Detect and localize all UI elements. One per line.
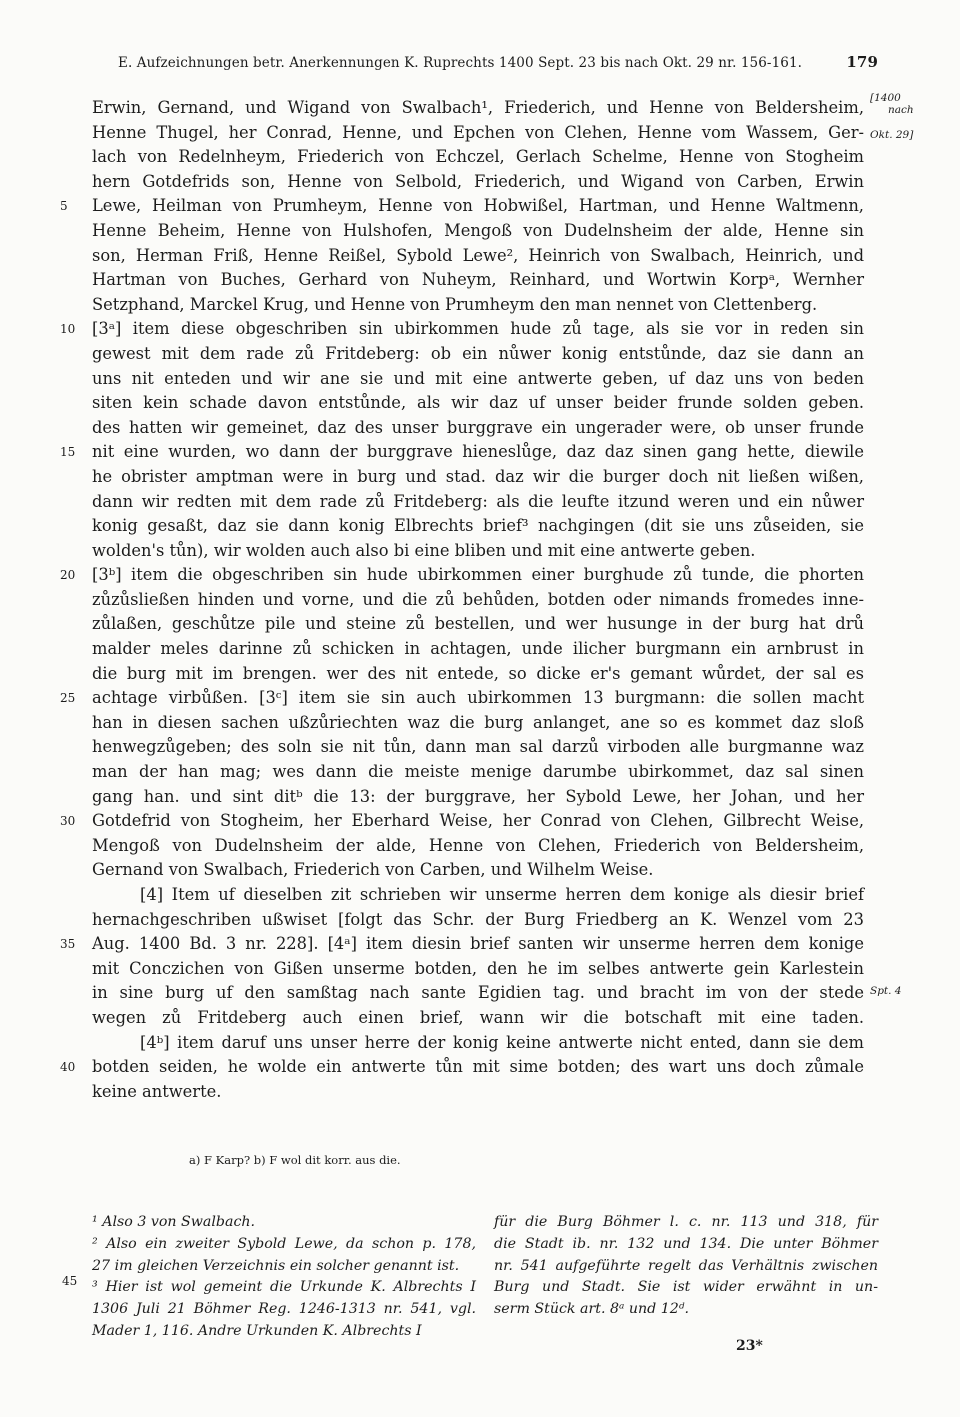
line-text: [4] Item uf dieselben zit schrieben wir unserme herren dem konige als diesir brief	[140, 885, 864, 904]
text-line	[60, 1055, 864, 1080]
line-text: hern Gotdefrids son, Henne von Selbold, Friederich, und Wigand von Carben, Erwin	[92, 171, 864, 191]
text-line	[92, 883, 864, 908]
line-text: die burg mit im brengen. wer des nit entede, so dicke er's gemant wůrdet, der sal es	[92, 663, 864, 683]
text-line	[92, 662, 864, 687]
text-line	[60, 563, 864, 588]
footnotes-right-column	[494, 1212, 878, 1321]
text-line	[92, 367, 864, 392]
text-line	[92, 145, 864, 170]
line-text: mit Conczichen von Gißen unserme botden, den he im selbes antwerte gein Karlestein	[92, 958, 864, 978]
line-text: des hatten wir gemeinet, daz des unser burggrave ein ungerader were, ob unser frunde	[92, 417, 864, 437]
text-line	[92, 1080, 864, 1105]
line-text: Henne Beheim, Henne von Hulshofen, Mengoß von Dudelnsheim der alde, Henne sin	[92, 220, 864, 240]
footnote-line: für die Burg Böhmer l. c. nr. 113 und 318, für	[494, 1214, 878, 1230]
text-line	[92, 834, 864, 859]
text-line	[92, 588, 864, 613]
text-line	[60, 317, 864, 342]
footnote-line-number: 45	[62, 1274, 78, 1288]
text-line	[92, 785, 864, 810]
footnote-line: ¹ Also 3 von Swalbach.	[92, 1214, 256, 1230]
line-text: botden seiden, he wolde ein antwerte tůn mit sime botden; des wart uns doch zůmale	[92, 1057, 864, 1077]
footnote-line: Burg und Stadt. Sie ist wider erwähnt in un-	[494, 1279, 878, 1296]
text-line	[92, 981, 902, 1006]
main-text	[60, 92, 914, 1104]
line-text: gang han. und sint ditᵇ die 13: der burggrave, her Sybold Lewe, her Johan, und her	[92, 786, 864, 806]
footnote-line: ² Also ein zweiter Sybold Lewe, da schon p. 178,	[92, 1235, 476, 1252]
text-line	[92, 465, 864, 490]
text-line	[60, 686, 864, 711]
text-line	[92, 92, 914, 121]
footnote-line: ³ Hier ist wol gemeint die Urkunde K. Albrechts I	[92, 1279, 476, 1296]
line-text: henwegzůgeben; des soln sie nit tůn, dann man sal darzů virboden alle burgmanne waz	[92, 737, 864, 757]
line-text: he obrister amptman were in burg und stad. daz wir die burger doch nit ließen wißen,	[92, 466, 864, 486]
line-text: wegen zů Fritdeberg auch einen brief, wann wir die botschaft mit eine taden.	[92, 1007, 864, 1027]
margin-date-note: Okt. 29]	[870, 128, 914, 141]
text-line	[92, 612, 864, 637]
line-text: man der han mag; wes dann die meiste menige darumbe ubirkommet, daz sal sinen	[92, 762, 864, 782]
footnote-line: nr. 541 aufgeführte regelt das Verhältnis zwischen	[494, 1257, 878, 1274]
text-line	[92, 760, 864, 785]
line-text: Setzphand, Marckel Krug, und Henne von Prumheym den man nennet von Clettenberg.	[92, 294, 818, 314]
line-text: Aug. 1400 Bd. 3 nr. 228]. [4ᵃ] item diesin brief santen wir unserme herren dem konige	[92, 934, 864, 954]
text-line	[92, 1031, 864, 1056]
line-text: malder meles darinne zů schicken in achtagen, unde ilicher burgmann ein arnbrust in	[92, 639, 864, 659]
line-text: gewest mit dem rade zů Fritdeberg: ob ein nůwer konig entstůnde, daz sie dann an	[92, 343, 864, 363]
critical-apparatus: a) F Karp? b) F wol dit korr. aus die.	[189, 1153, 401, 1167]
line-text: han in diesen sachen ußzůriechten waz die burg anlanget, ane so es kommet daz sloß	[92, 712, 864, 732]
text-line	[92, 539, 864, 564]
line-text: zůlaßen, geschůtze pile und steine zů bestellen, und wer husunge in der burg hat drů	[92, 614, 864, 634]
footnote-line: Mader 1, 116. Andre Urkunden K. Albrechts I	[92, 1322, 422, 1339]
footnote-line: 1306 Juli 21 Böhmer Reg. 1246-1313 nr. 541, vgl.	[92, 1301, 476, 1318]
line-text: dann wir redten mit dem rade zů Fritdeberg: als die leufte itzund weren und ein nůwer	[92, 491, 864, 511]
text-line	[60, 809, 864, 834]
text-line	[92, 391, 864, 416]
line-text: son, Herman Friß, Henne Reißel, Sybold Lewe², Heinrich von Swalbach, Heinrich, und	[92, 245, 864, 265]
text-line	[92, 858, 864, 883]
line-number: 35	[60, 937, 76, 952]
text-line	[60, 440, 864, 465]
page-number: 179	[846, 53, 878, 71]
line-text: siten kein schade davon entstůnde, als wir daz uf unser beider frunde solden geben.	[92, 393, 864, 413]
margin-date-note: Spt. 4	[870, 985, 902, 998]
line-text: Gernand von Swalbach, Friederich von Carben, und Wilhelm Weise.	[92, 860, 654, 880]
line-text: lach von Redelnheym, Friederich von Echczel, Gerlach Schelme, Henne von Stogheim	[92, 147, 864, 167]
line-text: [4ᵇ] item daruf uns unser herre der konig keine antwerte nicht ented, dann sie dem	[140, 1032, 864, 1052]
text-line	[92, 735, 864, 760]
signature-mark: 23*	[736, 1338, 763, 1354]
line-text: uns nit enteden und wir ane sie und mit eine antwerte geben, uf daz uns von beden	[92, 368, 864, 388]
line-text: keine antwerte.	[92, 1081, 222, 1101]
line-number: 40	[60, 1060, 76, 1075]
text-line	[92, 416, 864, 441]
line-number: 25	[60, 691, 76, 706]
text-line	[92, 957, 864, 982]
line-text: [3ᵇ] item die obgeschriben sin hude ubirkommen einer burghude zů tunde, die phorten	[92, 565, 864, 585]
footnote-line: 27 im gleichen Verzeichnis ein solcher genannt ist.	[92, 1257, 460, 1274]
text-line	[92, 908, 864, 933]
line-number: 15	[60, 445, 76, 460]
line-text: Lewe, Heilman von Prumheym, Henne von Hobwißel, Hartman, und Henne Waltmenn,	[92, 196, 864, 216]
line-number: 20	[60, 568, 76, 583]
line-text: [3ᵃ] item diese obgeschriben sin ubirkommen hude zů tage, als sie vor in reden sin	[92, 319, 864, 339]
text-line	[92, 342, 864, 367]
line-text: nit eine wurden, wo dann der burggrave hieneslůge, daz daz sinen gang hette, diewile	[92, 442, 864, 462]
line-number: 30	[60, 814, 76, 829]
footnote-line: die Stadt ib. nr. 132 und 134. Die unter Böhmer	[494, 1235, 878, 1252]
text-line	[92, 219, 864, 244]
margin-date-note: [1400	[870, 92, 901, 104]
running-title: E. Aufzeichnungen betr. Anerkennungen K. Ruprechts 1400 Sept. 23 bis nach Okt. 29 nr. 156-161.	[118, 55, 803, 71]
line-text: wolden's tůn), wir wolden auch also bi eine bliben und mit eine antwerte geben.	[92, 540, 756, 560]
line-text: zůzůsließen hinden und vorne, und die zů behůden, botden oder nimands fromedes inne-	[92, 589, 864, 609]
text-line	[92, 1006, 864, 1031]
line-text: hernachgeschriben ußwiset [folgt das Schr. der Burg Friedberg an K. Wenzel vom 23	[92, 909, 864, 929]
line-text: achtage virbůßen. [3ᶜ] item sie sin auch ubirkommen 13 burgmann: die sollen macht	[92, 688, 864, 708]
line-text: Gotdefrid von Stogheim, her Eberhard Weise, her Conrad von Clehen, Gilbrecht Weise,	[92, 811, 864, 831]
text-line	[92, 170, 864, 195]
line-text: Erwin, Gernand, und Wigand von Swalbach¹, Friederich, und Henne von Beldersheim,	[92, 98, 864, 117]
line-text: Mengoß von Dudelnsheim der alde, Henne von Clehen, Friederich von Beldersheim,	[92, 835, 864, 855]
text-line	[92, 244, 864, 269]
text-line	[92, 121, 914, 146]
line-number: 10	[60, 322, 76, 337]
line-text: Hartman von Buches, Gerhard von Nuheym, Reinhard, und Wortwin Korpᵃ, Wernher	[92, 270, 864, 290]
footnotes-left-column	[92, 1212, 476, 1343]
text-line	[92, 268, 864, 293]
footnote-line: serm Stück art. 8ᵃ und 12ᵈ.	[494, 1301, 689, 1318]
text-line	[92, 514, 864, 539]
text-line	[60, 194, 864, 219]
line-text: in sine burg uf den samßtag nach sante Egidien tag. und bracht im von der stede	[92, 983, 864, 1003]
line-number: 5	[60, 199, 68, 214]
margin-date-note: nach	[888, 104, 914, 116]
text-line	[92, 293, 864, 318]
text-line	[92, 711, 864, 736]
line-text: konig gesaßt, daz sie dann konig Elbrechts brief³ nachgingen (dit sie uns zůseiden, sie	[92, 516, 864, 536]
text-line	[92, 637, 864, 662]
line-text: Henne Thugel, her Conrad, Henne, und Epchen von Clehen, Henne vom Wassem, Ger-	[92, 122, 864, 142]
text-line	[60, 932, 864, 957]
text-line	[92, 490, 864, 515]
running-header	[118, 55, 878, 71]
